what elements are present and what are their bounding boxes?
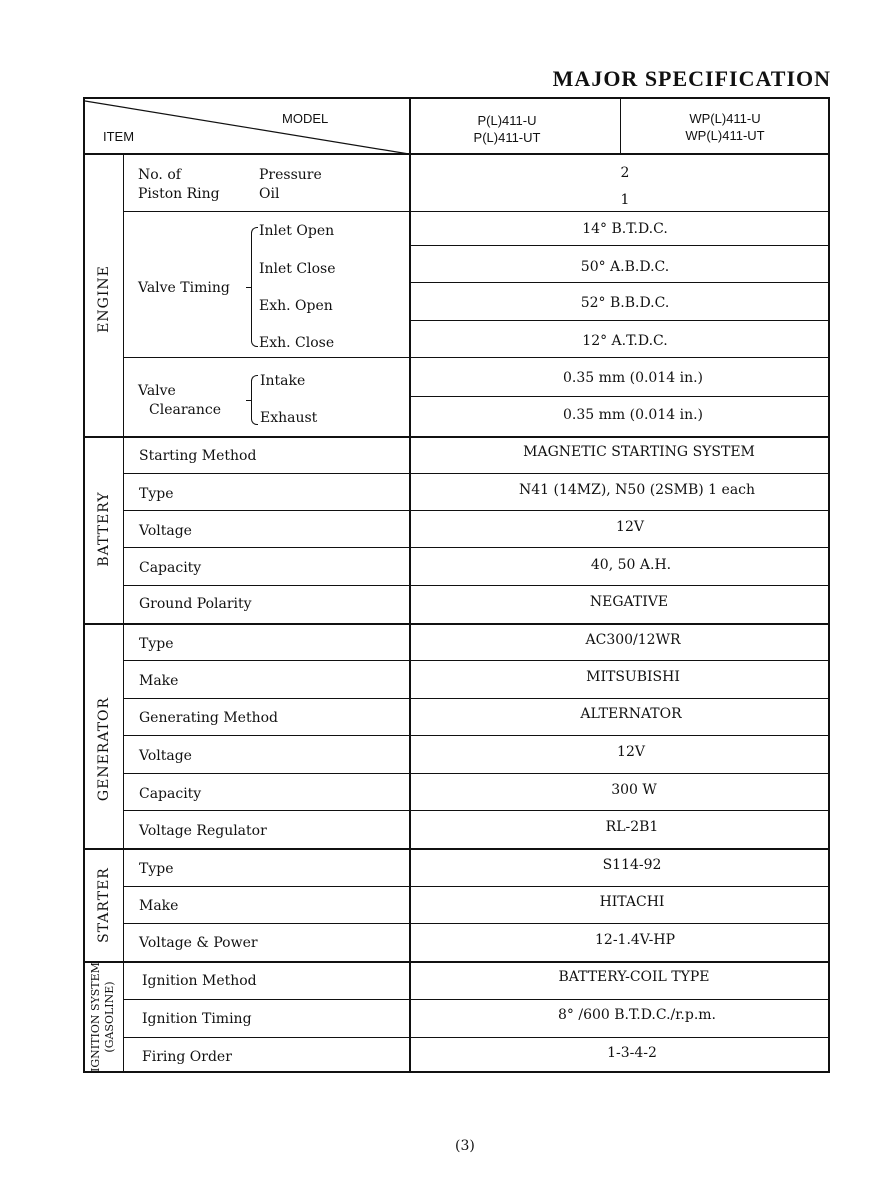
ignition-timing-label: Ignition Timing (142, 1011, 252, 1027)
pressure-label: Pressure (259, 167, 322, 183)
oil-value: 1 (620, 192, 630, 208)
category-battery: BATTERY (96, 491, 112, 567)
piston-ring-label-1: No. of (138, 167, 181, 183)
battery-type-value: N41 (14MZ), N50 (2SMB) 1 each (518, 482, 756, 498)
engine-battery-rule (85, 436, 830, 438)
voltage-regulator-label: Voltage Regulator (139, 823, 267, 839)
category-divider (123, 154, 124, 1073)
header-diagonal (85, 99, 411, 155)
battery-voltage-label: Voltage (139, 523, 192, 539)
clearance-brace (251, 375, 258, 425)
ground-polarity-value: NEGATIVE (589, 594, 669, 610)
starter-make-value: HITACHI (599, 894, 665, 910)
page-title: MAJOR SPECIFICATION (552, 66, 831, 91)
piston-ring-label-2: Piston Ring (138, 186, 220, 202)
rule (123, 698, 830, 699)
battery-generator-rule (85, 623, 830, 625)
ignition-method-value: BATTERY-COIL TYPE (558, 969, 710, 985)
voltage-regulator-value: RL-2B1 (605, 819, 659, 835)
generator-starter-rule (85, 848, 830, 850)
intake-value: 0.35 mm (0.014 in.) (562, 370, 704, 386)
rule (409, 245, 830, 246)
model-col1-line1: P(L)411-U (477, 113, 537, 128)
item-label: ITEM (103, 129, 135, 144)
starting-method-label: Starting Method (139, 448, 257, 464)
category-engine: ENGINE (96, 265, 112, 333)
header-bottom-rule (85, 153, 830, 155)
battery-type-label: Type (139, 486, 174, 502)
ignition-method-label: Ignition Method (142, 973, 257, 989)
firing-order-label: Firing Order (142, 1049, 232, 1065)
battery-capacity-value: 40, 50 A.H. (590, 557, 672, 573)
generating-method-value: ALTERNATOR (580, 706, 682, 722)
rule (123, 585, 830, 586)
exh-open-value: 52° B.B.D.C. (580, 295, 670, 311)
model-col1-line2: P(L)411-UT (473, 130, 541, 145)
starter-make-label: Make (139, 898, 179, 914)
voltage-power-value: 12-1.4V-HP (595, 932, 675, 948)
rule (409, 320, 830, 321)
model-col2-line1: WP(L)411-U (689, 111, 761, 126)
rule (123, 473, 830, 474)
rule (123, 1037, 830, 1038)
inlet-open-label: Inlet Open (259, 223, 335, 239)
rule (123, 735, 830, 736)
model-col2-line2: WP(L)411-UT (685, 128, 765, 143)
category-generator: GENERATOR (96, 696, 112, 802)
rule (123, 999, 830, 1000)
rule (123, 923, 830, 924)
rule (123, 211, 830, 212)
exh-close-value: 12° A.T.D.C. (582, 333, 668, 349)
oil-label: Oil (259, 186, 280, 202)
generator-type-label: Type (139, 636, 174, 652)
generator-capacity-label: Capacity (139, 786, 202, 802)
spec-table (83, 97, 830, 1073)
generating-method-label: Generating Method (139, 710, 278, 726)
exhaust-value: 0.35 mm (0.014 in.) (562, 407, 704, 423)
rule (123, 660, 830, 661)
pressure-value: 2 (620, 165, 630, 181)
rule (123, 357, 830, 358)
rule (123, 810, 830, 811)
rule (123, 510, 830, 511)
starter-type-label: Type (139, 861, 174, 877)
starting-method-value: MAGNETIC STARTING SYSTEM (523, 444, 755, 460)
generator-voltage-value: 12V (617, 744, 645, 760)
generator-make-value: MITSUBISHI (586, 669, 680, 685)
starter-type-value: S114-92 (602, 857, 662, 873)
clearance-label-1: Valve (138, 383, 176, 399)
battery-capacity-label: Capacity (139, 560, 202, 576)
rule (123, 547, 830, 548)
model-divider (620, 99, 621, 154)
exh-open-label: Exh. Open (259, 298, 333, 314)
generator-voltage-label: Voltage (139, 748, 192, 764)
generator-capacity-value: 300 W (611, 782, 657, 798)
inlet-close-label: Inlet Close (259, 261, 336, 277)
valve-timing-brace (251, 227, 258, 347)
rule (123, 886, 830, 887)
inlet-close-value: 50° A.B.D.C. (580, 259, 670, 275)
clearance-label-2: Clearance (149, 402, 222, 418)
exhaust-label: Exhaust (260, 410, 318, 426)
battery-voltage-value: 12V (616, 519, 644, 535)
ground-polarity-label: Ground Polarity (139, 596, 252, 612)
rule (123, 773, 830, 774)
firing-order-value: 1-3-4-2 (607, 1045, 657, 1061)
category-ignition: IGNITION SYSTEM (89, 962, 102, 1072)
intake-label: Intake (260, 373, 306, 389)
rule (409, 282, 830, 283)
ignition-timing-value: 8° /600 B.T.D.C./r.p.m. (557, 1007, 717, 1023)
voltage-power-label: Voltage & Power (139, 935, 258, 951)
starter-ignition-rule (85, 961, 830, 963)
inlet-open-value: 14° B.T.D.C. (582, 221, 668, 237)
category-ignition-sub: (GASOLINE) (103, 981, 116, 1053)
model-label: MODEL (282, 111, 329, 126)
exh-close-label: Exh. Close (259, 335, 335, 351)
generator-type-value: AC300/12WR (585, 632, 681, 648)
category-starter: STARTER (96, 867, 112, 943)
page-number: (3) (455, 1138, 475, 1154)
rule (409, 396, 830, 397)
valve-timing-label: Valve Timing (138, 280, 230, 296)
generator-make-label: Make (139, 673, 179, 689)
